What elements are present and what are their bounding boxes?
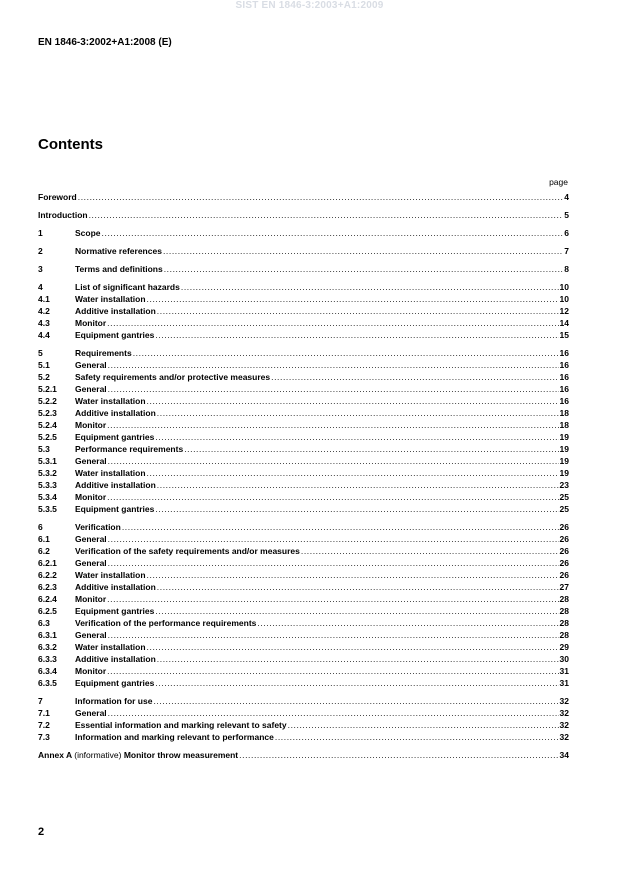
- toc-dot-leader: [108, 707, 559, 719]
- toc-entry-title: Monitor: [75, 594, 107, 604]
- toc-entry-page: 23: [559, 480, 569, 490]
- toc-entry[interactable]: [38, 371, 569, 383]
- toc-dot-leader: [157, 407, 559, 419]
- toc-entry-title: Equipment gantries: [75, 504, 155, 514]
- watermark: SIST EN 1846-3:2003+A1:2009: [235, 0, 384, 11]
- annex-note: (informative): [74, 750, 122, 760]
- toc-entry-title: Safety requirements and/or protective measures: [75, 372, 271, 382]
- toc-dot-leader: [147, 293, 559, 305]
- toc-entry-page: 26: [559, 558, 569, 568]
- toc-dot-leader: [164, 263, 564, 275]
- toc-entry-annex[interactable]: [38, 749, 569, 761]
- toc-entry-number: 6.3.5: [38, 678, 57, 688]
- toc-entry[interactable]: [38, 491, 569, 503]
- annex-label: Annex A: [38, 750, 72, 760]
- toc-entry[interactable]: [38, 557, 569, 569]
- toc-entry-title: Additive installation: [75, 408, 156, 418]
- toc-entry[interactable]: [38, 455, 569, 467]
- toc-entry-number: 5.2: [38, 372, 50, 382]
- toc-entry-title: Scope: [75, 228, 101, 238]
- toc-entry-title: Verification of the performance requirements: [75, 618, 257, 628]
- toc-entry-number: 6.2.5: [38, 606, 57, 616]
- toc-entry-page: 26: [559, 522, 569, 532]
- toc-entry-title: Water installation: [75, 570, 146, 580]
- toc-entry[interactable]: [38, 695, 569, 707]
- toc-entry-number: 7.2: [38, 720, 50, 730]
- toc-entry-page: 18: [559, 420, 569, 430]
- toc-entry-title: General: [75, 384, 107, 394]
- toc-entry-title: General: [75, 534, 107, 544]
- toc-entry-title: Monitor: [75, 420, 107, 430]
- toc-dot-leader: [147, 395, 559, 407]
- toc-entry-number: 6.1: [38, 534, 50, 544]
- toc-entry-number: 6.3: [38, 618, 50, 628]
- toc-entry-number: 2: [38, 246, 43, 256]
- toc-entry-title: General: [75, 558, 107, 568]
- toc-entry[interactable]: [38, 443, 569, 455]
- toc-dot-leader: [288, 719, 559, 731]
- toc-entry-number: 5.3: [38, 444, 50, 454]
- toc-entry-title: Water installation: [75, 642, 146, 652]
- toc-entry[interactable]: [38, 317, 569, 329]
- toc-entry-page: 26: [559, 570, 569, 580]
- toc-entry-number: 4.4: [38, 330, 50, 340]
- toc-entry-page: 27: [559, 582, 569, 592]
- toc-entry-page: 28: [559, 618, 569, 628]
- toc-entry-number: 6.2.1: [38, 558, 57, 568]
- toc-dot-leader: [155, 503, 558, 515]
- toc-dot-leader: [163, 245, 563, 257]
- toc-entry[interactable]: [38, 467, 569, 479]
- toc-entry-number: 5.3.3: [38, 480, 57, 490]
- toc-entry[interactable]: [38, 617, 569, 629]
- toc-entry[interactable]: [38, 281, 569, 293]
- toc-entry-title: Equipment gantries: [75, 432, 155, 442]
- toc-entry-title: Additive installation: [75, 654, 156, 664]
- toc-entry-title: Verification of the safety requirements and/or measures: [75, 546, 300, 556]
- toc-dot-leader: [107, 419, 558, 431]
- toc-entry-number: 6.3.4: [38, 666, 57, 676]
- toc-entry[interactable]: [38, 719, 569, 731]
- toc-dot-leader: [157, 653, 559, 665]
- toc-dot-leader: [147, 467, 559, 479]
- toc-entry[interactable]: [38, 593, 569, 605]
- toc-entry[interactable]: [38, 533, 569, 545]
- toc-entry-page: 34: [559, 750, 569, 760]
- toc-dot-leader: [107, 491, 558, 503]
- toc-entry[interactable]: [38, 191, 569, 203]
- toc-entry-number: 5.2.5: [38, 432, 57, 442]
- toc-entry-number: 5.2.4: [38, 420, 57, 430]
- toc-entry[interactable]: [38, 263, 569, 275]
- toc-dot-leader: [181, 281, 559, 293]
- toc-entry-page: 32: [559, 720, 569, 730]
- toc-entry-page: 16: [559, 348, 569, 358]
- toc-entry[interactable]: [38, 245, 569, 257]
- toc-dot-leader: [239, 749, 558, 761]
- toc-dot-leader: [108, 359, 559, 371]
- toc-dot-leader: [301, 545, 559, 557]
- toc-entry-number: 6.3.1: [38, 630, 57, 640]
- toc-entry-title: Monitor: [75, 666, 107, 676]
- toc-entry[interactable]: [38, 431, 569, 443]
- toc-entry-page: 4: [564, 192, 569, 202]
- toc-entry-page: 16: [559, 384, 569, 394]
- toc-entry-page: 28: [559, 630, 569, 640]
- page-number: 2: [38, 826, 45, 838]
- toc-dot-leader: [271, 371, 558, 383]
- toc-entry-number: 5.3.4: [38, 492, 57, 502]
- toc-entry-page: 31: [559, 666, 569, 676]
- toc-entry-number: 6.2.2: [38, 570, 57, 580]
- toc-entry[interactable]: [38, 653, 569, 665]
- toc-entry-page: 32: [559, 732, 569, 742]
- toc-entry-page: 5: [564, 210, 569, 220]
- toc-entry-title: Introduction: [38, 210, 88, 220]
- toc-entry[interactable]: [38, 305, 569, 317]
- toc-entry-page: 15: [559, 330, 569, 340]
- toc-entry-page: 19: [559, 468, 569, 478]
- toc-entry-page: 25: [559, 504, 569, 514]
- toc-entry[interactable]: [38, 605, 569, 617]
- toc-entry[interactable]: [38, 227, 569, 239]
- toc-entry[interactable]: [38, 581, 569, 593]
- toc-entry-page: 7: [564, 246, 569, 256]
- toc-entry-title: Terms and definitions: [75, 264, 163, 274]
- toc-entry[interactable]: [38, 479, 569, 491]
- toc-entry[interactable]: [38, 395, 569, 407]
- toc-entry-page: 18: [559, 408, 569, 418]
- toc-entry-title: Normative references: [75, 246, 162, 256]
- toc-entry-number: 4.3: [38, 318, 50, 328]
- toc-entry-page: 10: [559, 294, 569, 304]
- toc-entry[interactable]: [38, 707, 569, 719]
- toc-dot-leader: [184, 443, 558, 455]
- toc-entry-page: 26: [559, 546, 569, 556]
- toc-entry[interactable]: [38, 347, 569, 359]
- toc-dot-leader: [257, 617, 558, 629]
- toc-dot-leader: [155, 431, 558, 443]
- toc-entry-title: Water installation: [75, 396, 146, 406]
- toc-entry[interactable]: [38, 731, 569, 743]
- toc-entry-title: Monitor: [75, 492, 107, 502]
- toc-entry-title: Equipment gantries: [75, 678, 155, 688]
- toc-entry[interactable]: [38, 293, 569, 305]
- toc-entry-page: 6: [564, 228, 569, 238]
- document-id: EN 1846-3:2002+A1:2008 (E): [38, 37, 172, 48]
- toc-entry-page: 19: [559, 432, 569, 442]
- toc-entry-number: 5.1: [38, 360, 50, 370]
- toc-entry-title: Additive installation: [75, 582, 156, 592]
- toc-entry-title: Foreword: [38, 192, 77, 202]
- toc-entry-number: 7.3: [38, 732, 50, 742]
- toc-entry-page: 8: [564, 264, 569, 274]
- toc-entry-number: 6.2.4: [38, 594, 57, 604]
- toc-entry-page: 32: [559, 708, 569, 718]
- toc-dot-leader: [78, 191, 564, 203]
- toc-entry[interactable]: [38, 665, 569, 677]
- toc-dot-leader: [107, 665, 558, 677]
- toc-dot-leader: [155, 677, 558, 689]
- toc-entry-number: 5.3.5: [38, 504, 57, 514]
- toc-entry-title: List of significant hazards: [75, 282, 180, 292]
- toc-annex-title: [38, 749, 238, 761]
- toc-entry-number: 5.3.2: [38, 468, 57, 478]
- toc-entry-number: 7: [38, 696, 43, 706]
- toc-entry-title: General: [75, 456, 107, 466]
- toc-entry[interactable]: [38, 677, 569, 689]
- toc-dot-leader: [108, 533, 559, 545]
- toc-entry[interactable]: [38, 641, 569, 653]
- toc-dot-leader: [155, 329, 558, 341]
- toc-dot-leader: [107, 317, 558, 329]
- toc-entry-page: 25: [559, 492, 569, 502]
- toc-entry-page: 29: [559, 642, 569, 652]
- toc-entry-title: Requirements: [75, 348, 132, 358]
- toc-entry-number: 5.2.1: [38, 384, 57, 394]
- toc-dot-leader: [153, 695, 558, 707]
- toc-entry-number: 6.2.3: [38, 582, 57, 592]
- toc-entry-page: 31: [559, 678, 569, 688]
- toc-entry-title: Information and marking relevant to performance: [75, 732, 274, 742]
- toc-entry-number: 6.3.2: [38, 642, 57, 652]
- toc-entry-title: Performance requirements: [75, 444, 184, 454]
- toc-entry[interactable]: [38, 407, 569, 419]
- toc-dot-leader: [108, 383, 559, 395]
- toc-entry-page: 19: [559, 444, 569, 454]
- toc-entry-title: General: [75, 630, 107, 640]
- toc-entry-number: 1: [38, 228, 43, 238]
- toc-entry-title: Equipment gantries: [75, 606, 155, 616]
- toc-dot-leader: [107, 593, 558, 605]
- toc-entry-page: 16: [559, 396, 569, 406]
- toc-entry-page: 26: [559, 534, 569, 544]
- toc-entry-page: 28: [559, 606, 569, 616]
- toc-entry-number: 4.2: [38, 306, 50, 316]
- annex-title: Monitor throw measurement: [123, 750, 239, 760]
- toc-entry-title: Water installation: [75, 468, 146, 478]
- toc-entry[interactable]: [38, 209, 569, 221]
- toc-entry[interactable]: [38, 383, 569, 395]
- table-of-contents: [38, 191, 569, 761]
- toc-entry[interactable]: [38, 503, 569, 515]
- toc-entry-page: 12: [559, 306, 569, 316]
- toc-dot-leader: [108, 629, 559, 641]
- toc-entry-title: Equipment gantries: [75, 330, 155, 340]
- toc-entry-page: 30: [559, 654, 569, 664]
- toc-dot-leader: [102, 227, 564, 239]
- page-column-label: page: [549, 177, 568, 187]
- toc-entry-page: 16: [559, 360, 569, 370]
- toc-dot-leader: [157, 479, 559, 491]
- toc-entry-title: Essential information and marking relevant to safety: [75, 720, 287, 730]
- toc-entry[interactable]: [38, 329, 569, 341]
- toc-entry-number: 5.2.3: [38, 408, 57, 418]
- toc-entry-number: 4.1: [38, 294, 50, 304]
- toc-dot-leader: [147, 641, 559, 653]
- toc-dot-leader: [108, 455, 559, 467]
- toc-entry[interactable]: [38, 359, 569, 371]
- toc-entry-page: 16: [559, 372, 569, 382]
- toc-entry-number: 6.3.3: [38, 654, 57, 664]
- toc-entry-page: 32: [559, 696, 569, 706]
- toc-entry-title: General: [75, 708, 107, 718]
- toc-entry-number: 5.3.1: [38, 456, 57, 466]
- toc-entry[interactable]: [38, 419, 569, 431]
- toc-entry-title: General: [75, 360, 107, 370]
- toc-dot-leader: [133, 347, 559, 359]
- toc-dot-leader: [155, 605, 558, 617]
- toc-entry-number: 6: [38, 522, 43, 532]
- toc-dot-leader: [108, 557, 559, 569]
- toc-dot-leader: [89, 209, 564, 221]
- toc-dot-leader: [147, 569, 559, 581]
- toc-entry-title: Additive installation: [75, 480, 156, 490]
- toc-entry-title: Information for use: [75, 696, 153, 706]
- toc-dot-leader: [157, 305, 559, 317]
- toc-entry[interactable]: [38, 521, 569, 533]
- toc-entry-number: 4: [38, 282, 43, 292]
- toc-entry-number: 7.1: [38, 708, 50, 718]
- toc-entry-page: 28: [559, 594, 569, 604]
- toc-entry-page: 19: [559, 456, 569, 466]
- toc-entry[interactable]: [38, 569, 569, 581]
- toc-entry-title: Verification: [75, 522, 121, 532]
- toc-entry-page: 14: [559, 318, 569, 328]
- toc-entry-page: 10: [559, 282, 569, 292]
- toc-entry-number: 6.2: [38, 546, 50, 556]
- toc-entry[interactable]: [38, 545, 569, 557]
- toc-dot-leader: [157, 581, 559, 593]
- toc-entry-title: Monitor: [75, 318, 107, 328]
- toc-entry-title: Water installation: [75, 294, 146, 304]
- toc-entry-number: 5.2.2: [38, 396, 57, 406]
- toc-dot-leader: [122, 521, 559, 533]
- toc-entry-title: Additive installation: [75, 306, 156, 316]
- toc-dot-leader: [275, 731, 559, 743]
- toc-entry-number: 3: [38, 264, 43, 274]
- contents-heading: Contents: [38, 136, 103, 153]
- toc-entry[interactable]: [38, 629, 569, 641]
- toc-entry-number: 5: [38, 348, 43, 358]
